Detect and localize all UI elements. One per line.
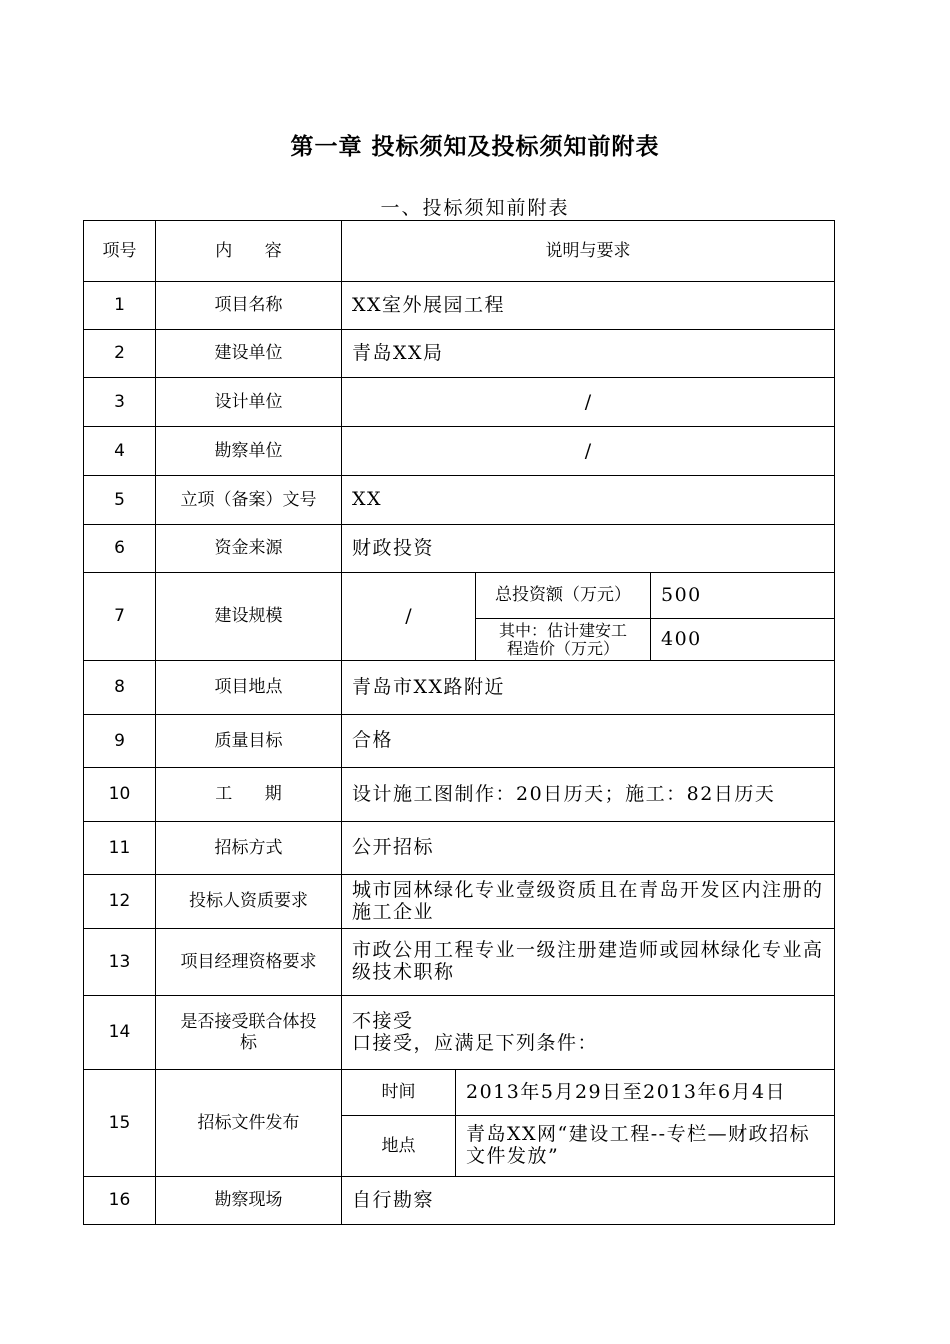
row-label: 投标人资质要求: [156, 875, 342, 929]
header-content: 内 容: [156, 221, 342, 282]
row-no: 12: [84, 875, 156, 929]
table-row: [84, 875, 835, 929]
row-label: 工 期: [156, 768, 342, 822]
table-header-row: [84, 221, 835, 282]
row-value: /: [342, 573, 476, 661]
row-label: 质量目标: [156, 715, 342, 768]
row-value: 城市园林绿化专业壹级资质且在青岛开发区内注册的施工企业: [342, 875, 835, 929]
table-row: [84, 378, 835, 427]
row-no: 16: [84, 1177, 156, 1225]
row-no: 1: [84, 282, 156, 330]
row-no: 11: [84, 822, 156, 875]
row-value: 市政公用工程专业一级注册建造师或园林绿化专业高级技术职称: [342, 929, 835, 996]
row-value: 不接受 口接受，应满足下列条件：: [342, 996, 835, 1070]
row-label: 勘察单位: [156, 427, 342, 476]
row-label: 建设单位: [156, 330, 342, 378]
row-value: 合格: [342, 715, 835, 768]
row-value: XX室外展园工程: [342, 282, 835, 330]
row-label: 资金来源: [156, 525, 342, 573]
row-label: 招标文件发布: [156, 1070, 342, 1177]
row-label: 是否接受联合体投 标: [156, 996, 342, 1070]
row-value: 设计施工图制作：20日历天；施工：82日历天: [342, 768, 835, 822]
row-no: 8: [84, 661, 156, 715]
row-label: 项目地点: [156, 661, 342, 715]
row-no: 7: [84, 573, 156, 661]
table-row: [84, 476, 835, 525]
row-no: 10: [84, 768, 156, 822]
release-time-label: 时间: [342, 1070, 456, 1116]
construction-cost-value: 400: [651, 619, 835, 661]
release-time-value: 2013年5月29日至2013年6月4日: [456, 1070, 835, 1116]
construction-cost-label: 其中：估计建安工 程造价（万元）: [476, 619, 651, 661]
table-row: [84, 573, 835, 619]
row-label: 项目经理资格要求: [156, 929, 342, 996]
release-place-label: 地点: [342, 1116, 456, 1177]
row-label: 立项（备案）文号: [156, 476, 342, 525]
row-no: 5: [84, 476, 156, 525]
row-label: 项目名称: [156, 282, 342, 330]
row-no: 14: [84, 996, 156, 1070]
table-row: [84, 525, 835, 573]
table-row: [84, 1070, 835, 1116]
table-row: [84, 330, 835, 378]
row-no: 3: [84, 378, 156, 427]
table-row: [84, 768, 835, 822]
total-investment-value: 500: [651, 573, 835, 619]
row-no: 13: [84, 929, 156, 996]
row-value: 青岛XX局: [342, 330, 835, 378]
row-no: 2: [84, 330, 156, 378]
row-value: XX: [342, 476, 835, 525]
row-label: 勘察现场: [156, 1177, 342, 1225]
total-investment-label: 总投资额（万元）: [476, 573, 651, 619]
row-value: 青岛市XX路附近: [342, 661, 835, 715]
row-label: 招标方式: [156, 822, 342, 875]
table-row: [84, 282, 835, 330]
table-row: [84, 661, 835, 715]
page-title: 第一章 投标须知及投标须知前附表: [290, 134, 660, 160]
row-value: /: [342, 427, 835, 476]
table-row: [84, 996, 835, 1070]
row-value: 公开招标: [342, 822, 835, 875]
table-row: [84, 822, 835, 875]
header-no: 项号: [84, 221, 156, 282]
row-value: /: [342, 378, 835, 427]
release-place-value: 青岛XX网“建设工程--专栏—财政招标文件发放”: [456, 1116, 835, 1177]
table-row: [84, 715, 835, 768]
row-no: 4: [84, 427, 156, 476]
row-no: 15: [84, 1070, 156, 1177]
row-no: 9: [84, 715, 156, 768]
table-row: [84, 929, 835, 996]
table-row: [84, 427, 835, 476]
page-subtitle: 一、投标须知前附表: [380, 197, 570, 219]
table-row: [84, 1177, 835, 1225]
bid-info-table: [83, 220, 835, 1225]
row-label: 设计单位: [156, 378, 342, 427]
header-requirements: 说明与要求: [342, 221, 835, 282]
row-no: 6: [84, 525, 156, 573]
row-label: 建设规模: [156, 573, 342, 661]
row-value: 财政投资: [342, 525, 835, 573]
row-value: 自行勘察: [342, 1177, 835, 1225]
